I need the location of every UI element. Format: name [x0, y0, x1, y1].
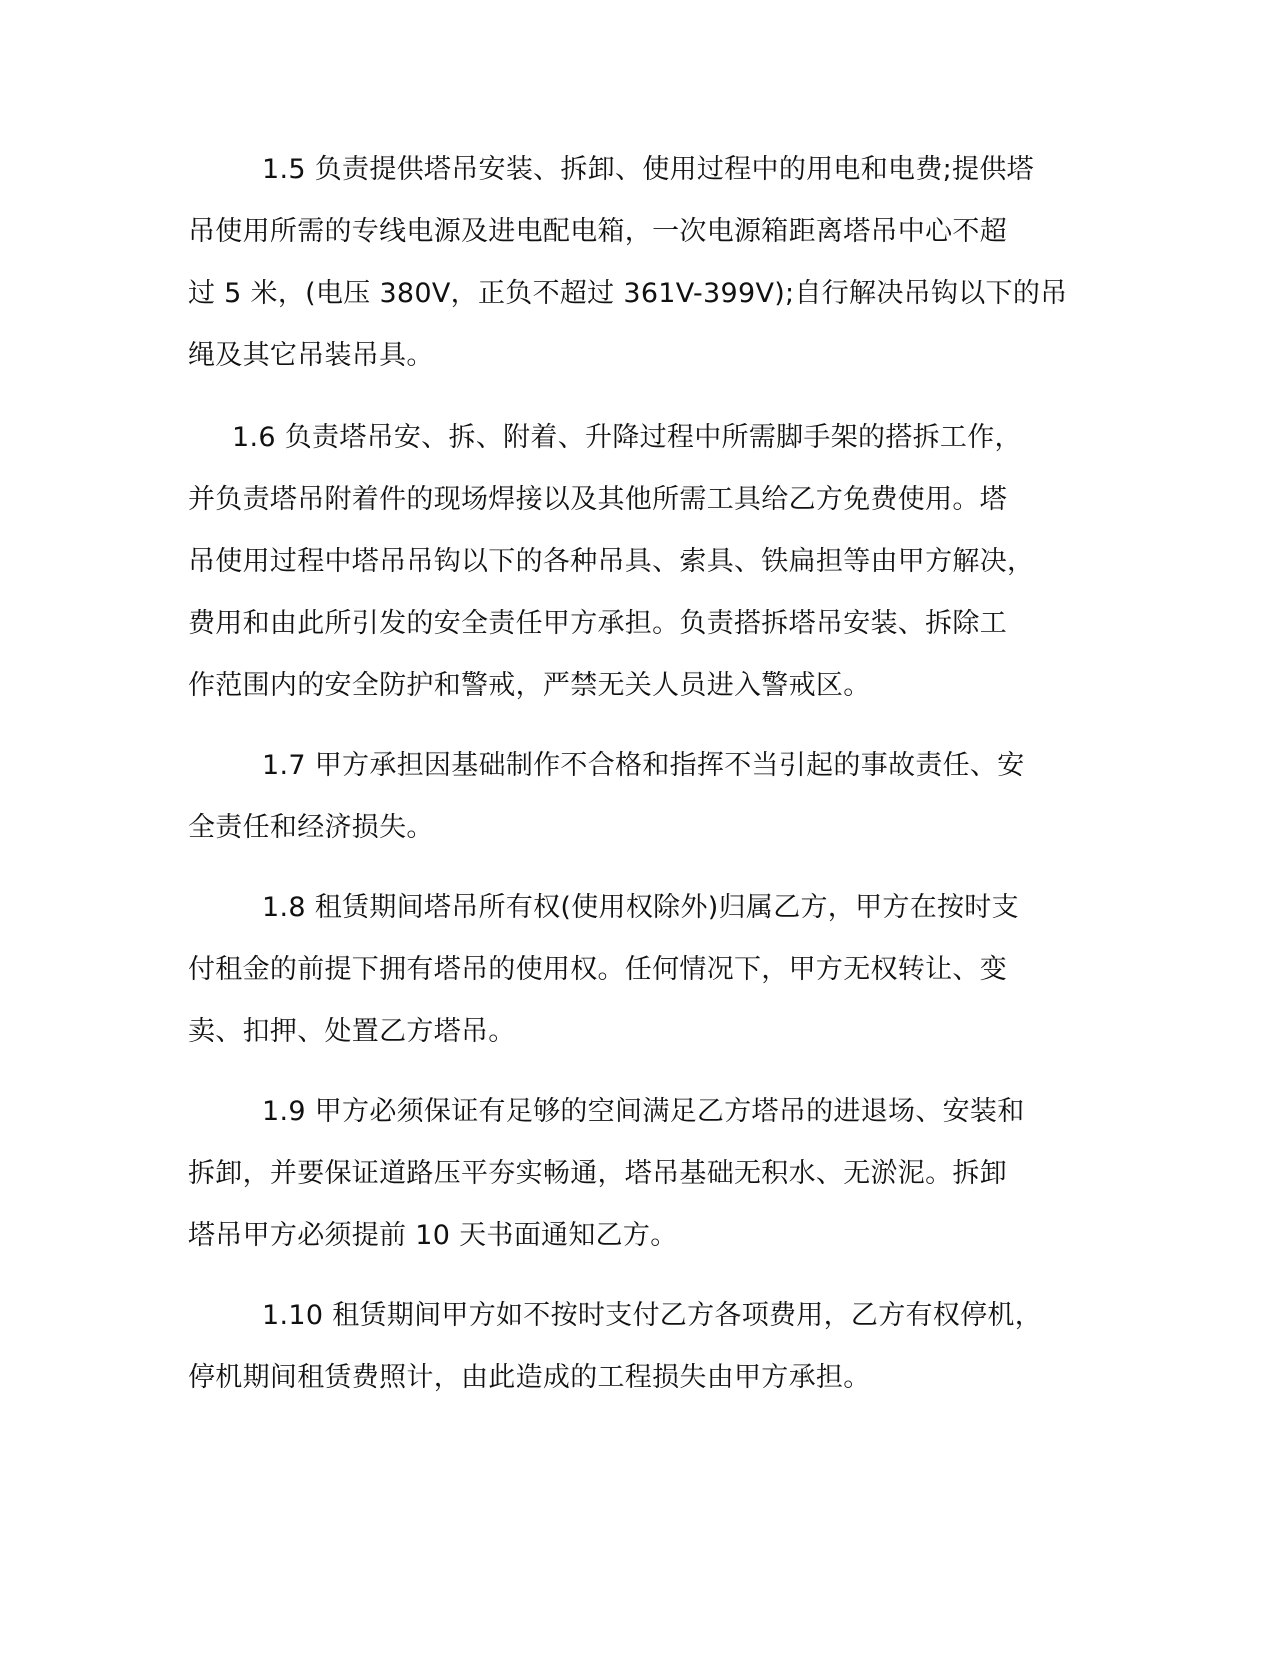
- paragraph-line: 并负责塔吊附着件的现场焊接以及其他所需工具给乙方免费使用。塔: [188, 484, 1007, 515]
- paragraph-line: 吊使用过程中塔吊吊钩以下的各种吊具、索具、铁扁担等由甲方解决，: [188, 546, 1035, 577]
- paragraph-line: 付租金的前提下拥有塔吊的使用权。任何情况下，甲方无权转让、变: [188, 954, 1007, 985]
- paragraph-line: 吊使用所需的专线电源及进电配电箱，一次电源箱距离塔吊中心不超: [188, 216, 1007, 247]
- paragraph-line: 拆卸，并要保证道路压平夯实畅通，塔吊基础无积水、无淤泥。拆卸: [188, 1158, 1007, 1189]
- paragraph-line: 塔吊甲方必须提前 10 天书面通知乙方。: [188, 1220, 678, 1251]
- paragraph-line: 过 5 米，(电压 380V，正负不超过 361V-399V);自行解决吊钩以下的吊: [188, 278, 1068, 309]
- paragraph-line: 作范围内的安全防护和警戒，严禁无关人员进入警戒区。: [188, 670, 871, 701]
- paragraph-line: 全责任和经济损失。: [188, 812, 434, 843]
- paragraph-line: 1.10 租赁期间甲方如不按时支付乙方各项费用，乙方有权停机，: [262, 1300, 1042, 1331]
- paragraph-line: 1.8 租赁期间塔吊所有权(使用权除外)归属乙方，甲方在按时支: [262, 892, 1019, 923]
- paragraph-line: 1.9 甲方必须保证有足够的空间满足乙方塔吊的进退场、安装和: [262, 1096, 1025, 1127]
- paragraph-line: 费用和由此所引发的安全责任甲方承担。负责搭拆塔吊安装、拆除工: [188, 608, 1007, 639]
- paragraph-line: 卖、扣押、处置乙方塔吊。: [188, 1016, 516, 1047]
- paragraph-line: 1.5 负责提供塔吊安装、拆卸、使用过程中的用电和电费;提供塔: [262, 154, 1034, 185]
- paragraph-line: 1.7 甲方承担因基础制作不合格和指挥不当引起的事故责任、安: [262, 750, 1025, 781]
- paragraph-line: 停机期间租赁费照计，由此造成的工程损失由甲方承担。: [188, 1362, 871, 1393]
- paragraph-line: 1.6 负责塔吊安、拆、附着、升降过程中所需脚手架的搭拆工作，: [232, 422, 1022, 453]
- paragraph-line: 绳及其它吊装吊具。: [188, 340, 434, 371]
